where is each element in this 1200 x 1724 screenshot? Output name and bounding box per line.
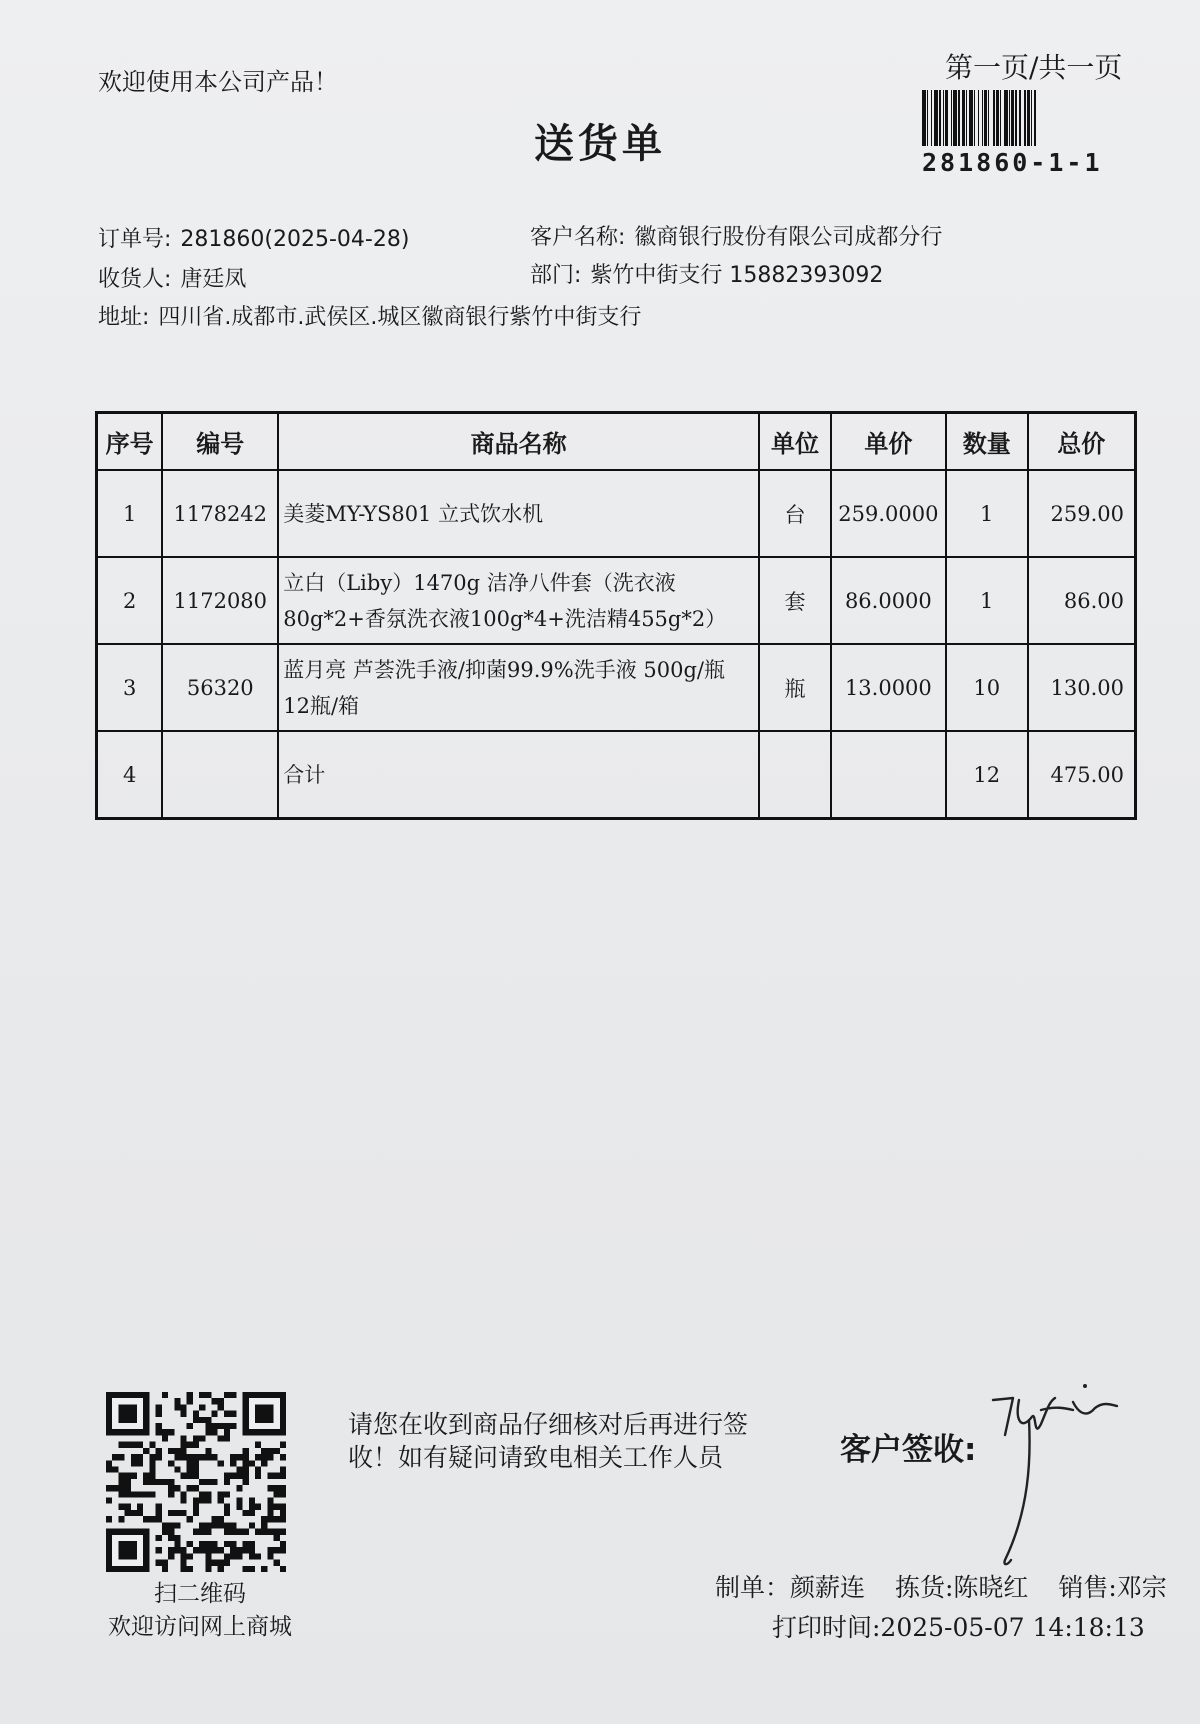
cell-unit: 套 [759, 557, 831, 644]
table-header-row [97, 413, 1136, 471]
cell-index: 2 [97, 557, 163, 644]
cell-unit-price: 13.0000 [831, 644, 946, 731]
customer-name [530, 220, 942, 251]
table-row-total [97, 731, 1136, 819]
qr-caption-line-1: 扫二维码 [154, 1581, 246, 1607]
cell-unit-price: 86.0000 [831, 557, 946, 644]
cell-unit: 瓶 [759, 644, 831, 731]
welcome-text: 欢迎使用本公司产品！ [98, 68, 338, 96]
cell-quantity: 10 [946, 644, 1028, 731]
barcode-number: 281860-1-1 [922, 148, 1103, 177]
qr-caption-line-2: 欢迎访问网上商城 [108, 1614, 292, 1640]
header-unit-price: 单价 [831, 413, 946, 471]
cell-total: 130.00 [1028, 644, 1136, 731]
department-value: 紫竹中街支行 15882393092 [590, 263, 884, 288]
receipt-notice: 请您在收到商品仔细核对后再进行签收！如有疑问请致电相关工作人员 [348, 1410, 749, 1472]
customer-name-value: 徽商银行股份有限公司成都分行 [634, 225, 943, 250]
department-label: 部门: [530, 263, 582, 288]
print-time: 打印时间:2025-05-07 14:18:13 [772, 1613, 1145, 1642]
page-info: 第一页/共一页 [945, 51, 1123, 84]
cell-code [162, 731, 278, 819]
cell-unit-price: 259.0000 [831, 470, 946, 557]
cell-product-name: 合计 [278, 731, 759, 819]
cell-product-name: 美菱MY-YS801 立式饮水机 [278, 470, 759, 557]
cell-code: 1178242 [162, 470, 278, 557]
customer-signature-label: 客户签收: [840, 1432, 977, 1468]
qr-code-image [106, 1392, 286, 1572]
table-row [97, 557, 1136, 644]
cell-product-name: 蓝月亮 芦荟洗手液/抑菌99.9%洗手液 500g/瓶 12瓶/箱 [278, 644, 759, 731]
cell-index: 4 [97, 731, 163, 819]
address-label: 地址: [98, 305, 150, 330]
table-row [97, 470, 1136, 557]
department [530, 258, 883, 289]
cell-unit-price [831, 731, 946, 819]
cell-quantity: 12 [946, 731, 1028, 819]
cell-index: 3 [97, 644, 163, 731]
receiver [98, 262, 246, 293]
cell-quantity: 1 [946, 470, 1028, 557]
cell-total: 259.00 [1028, 470, 1136, 557]
order-number-label: 订单号: [98, 227, 172, 252]
cell-code: 56320 [162, 644, 278, 731]
staff-line [715, 1568, 1167, 1604]
header-code: 编号 [162, 413, 278, 471]
header-quantity: 数量 [946, 413, 1028, 471]
qr-caption [90, 1578, 310, 1644]
header-total: 总价 [1028, 413, 1136, 471]
cell-total: 86.00 [1028, 557, 1136, 644]
address [98, 300, 641, 331]
picker: 拣货:陈晓红 [894, 1573, 1029, 1602]
cell-total: 475.00 [1028, 731, 1136, 819]
sales: 销售:邓宗 [1058, 1573, 1167, 1602]
cell-unit: 台 [759, 470, 831, 557]
handwritten-signature [985, 1380, 1135, 1580]
header-product-name: 商品名称 [278, 413, 759, 471]
cell-quantity: 1 [946, 557, 1028, 644]
receiver-value: 唐廷凤 [180, 267, 247, 292]
order-number [98, 222, 409, 253]
order-number-value: 281860(2025-04-28) [180, 227, 410, 252]
customer-name-label: 客户名称: [530, 225, 626, 250]
maker: 制单：颜薪连 [715, 1573, 866, 1602]
header-index: 序号 [97, 413, 163, 471]
cell-code: 1172080 [162, 557, 278, 644]
header-unit: 单位 [759, 413, 831, 471]
document-title: 送货单 [534, 121, 666, 167]
address-value: 四川省.成都市.武侯区.城区徽商银行紫竹中街支行 [158, 305, 642, 330]
cell-unit [759, 731, 831, 819]
table-row [97, 644, 1136, 731]
receiver-label: 收货人: [98, 267, 172, 292]
cell-product-name: 立白（Liby）1470g 洁净八件套（洗衣液80g*2+香氛洗衣液100g*4+洗洁精455g*2） [278, 557, 759, 644]
items-table [95, 411, 1137, 820]
cell-index: 1 [97, 470, 163, 557]
